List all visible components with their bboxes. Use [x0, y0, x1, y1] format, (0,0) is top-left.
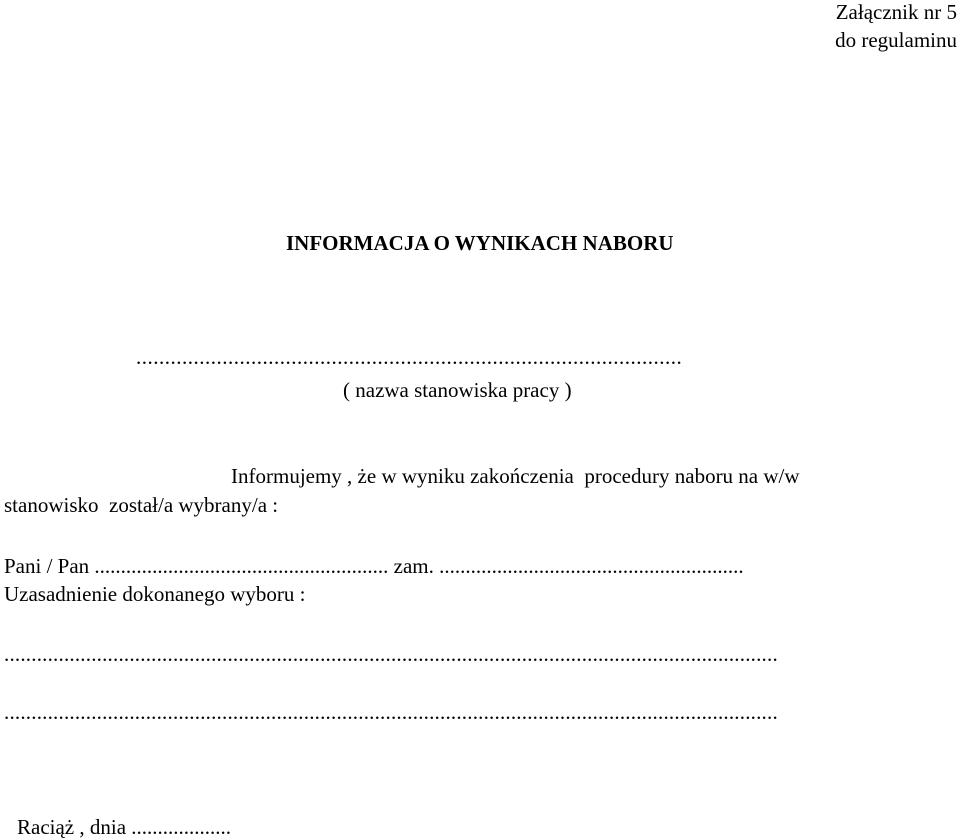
annex-regulation: do regulaminu	[835, 28, 957, 52]
place-date-line: Raciąż , dnia ...................	[17, 815, 232, 839]
intro-line-2: stanowisko został/a wybrany/a :	[4, 493, 279, 517]
position-caption: ( nazwa stanowiska pracy )	[343, 378, 572, 402]
justification-dotted-line-2: ..............................................................................................................................................	[4, 700, 778, 724]
annex-number: Załącznik nr 5	[835, 0, 957, 24]
intro-line-1: Informujemy , że w wyniku zakończenia procedury naboru na w/w	[231, 464, 800, 488]
justification-dotted-line-1: ..............................................................................................................................................	[4, 642, 778, 666]
document-title: INFORMACJA O WYNIKACH NABORU	[286, 231, 674, 255]
candidate-line: Pani / Pan ........................................................ zam. ..........................................................	[4, 554, 744, 578]
position-dotted-line: ...............................................................................................	[136, 345, 683, 369]
justification-label: Uzasadnienie dokonanego wyboru :	[4, 582, 306, 606]
